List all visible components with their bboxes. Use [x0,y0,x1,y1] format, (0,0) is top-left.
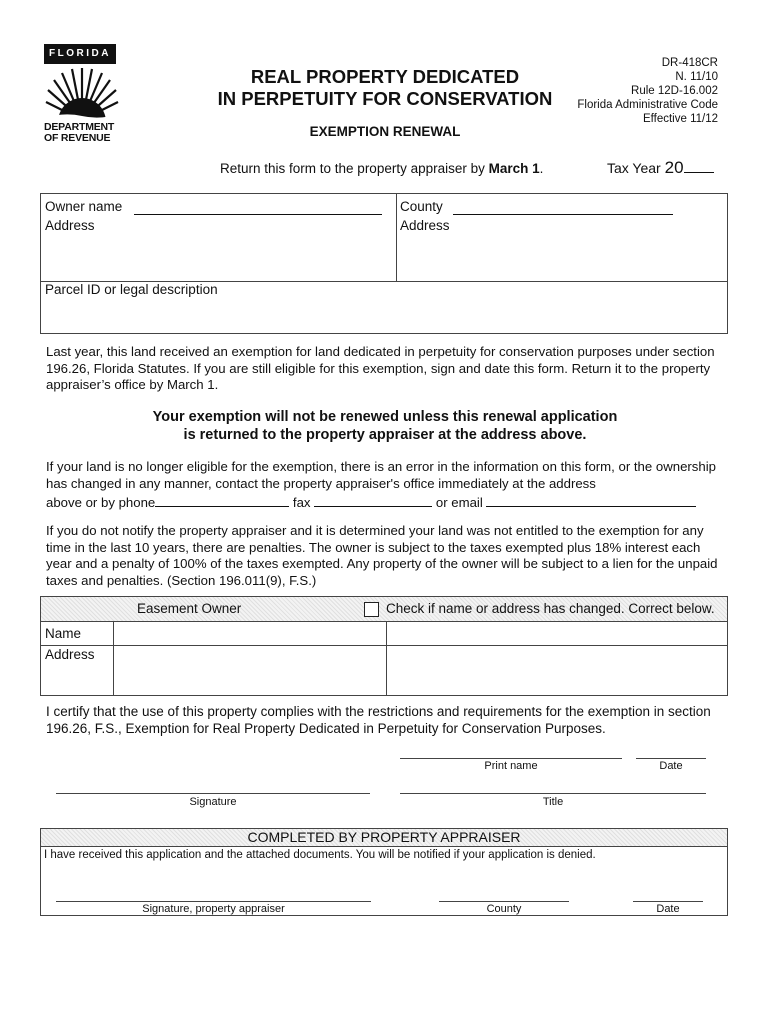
owner-name-label: Owner name [45,199,123,214]
email-field[interactable] [486,492,696,507]
form-effective: Effective 11/12 [642,113,718,125]
corrected-address-field[interactable] [387,646,726,694]
form-title-line1: REAL PROPERTY DEDICATED [250,66,520,87]
fax-field[interactable] [314,492,432,507]
appraiser-county-label: County [486,903,522,915]
print-name-label: Print name [484,760,538,772]
form-rule: Rule 12D-16.002 [631,85,718,97]
easement-address-field[interactable] [114,646,385,694]
appraiser-text: I have received this application and the attached documents. You will be notified if your application is denied. [44,849,596,861]
appraiser-signature-field[interactable] [56,901,371,902]
tax-year-prefix: 20 [664,158,684,177]
parcel-label: Parcel ID or legal description [45,282,218,297]
tax-year [607,158,714,178]
return-period: . [539,161,544,176]
appraiser-county-field[interactable] [439,901,569,902]
signature-field[interactable] [56,793,370,794]
logo-dept-text [44,122,114,144]
appraiser-date-label: Date [656,903,680,915]
logo-dept-line1: DEPARTMENT [44,121,115,133]
corrected-name-field[interactable] [387,622,726,644]
form-title-line2: IN PERPETUITY FOR CONSERVATION [217,88,553,109]
florida-revenue-logo [44,44,120,144]
owner-section [40,193,728,334]
warning-line2: is returned to the property appraiser at the address above. [183,427,587,443]
title-field[interactable] [400,793,706,794]
form-subtitle: EXEMPTION RENEWAL [309,124,461,139]
owner-date-field[interactable] [636,758,706,759]
title-label: Title [542,796,564,808]
appraiser-signature-label: Signature, property appraiser [142,903,285,915]
contact-paragraph [46,459,726,512]
penalty-paragraph: If you do not notify the property appraiser and it is determined your land was not entitled to the exemption for any time in the last 10 years, there are penalties. The owner is subject to the taxes exempted plus 18% interest each year and a penalty of 100% of the taxes exempted. Any property of the owner will be subject to a lien for the unpaid taxes and penalties. (Section 196.011(9), F.S.) [46,523,718,588]
form-rev: N. 11/10 [675,71,718,83]
county-label: County [400,199,443,214]
easement-section [40,596,728,696]
warning-line1: Your exemption will not be renewed unless this renewal application [152,409,618,425]
certification-text: I certify that the use of this property complies with the restrictions and requirements for the exemption in section 196.26, F.S., Exemption for Real Property Dedicated in Perpetuity for Conservation Purposes. [46,704,711,736]
return-date: March 1 [488,161,540,176]
logo-dept-line2: OF REVENUE [44,132,111,144]
return-instruction [220,161,543,176]
form-admin-code: Florida Administrative Code [577,99,718,111]
owner-date-label: Date [659,760,683,772]
form-meta [577,56,718,126]
tax-year-label: Tax Year [607,160,661,176]
email-label: or email [435,495,483,510]
form-id: DR-418CR [661,57,718,69]
appraiser-section [40,828,728,916]
phone-label: above or by phone [46,495,156,510]
easement-name-label: Name [45,626,82,641]
appraiser-date-field[interactable] [633,901,703,902]
tax-year-field[interactable] [684,158,714,173]
eligibility-paragraph: Last year, this land received an exemption for land dedicated in perpetuity for conservation purposes under section 196.26, Florida Statutes. If you are still eligible for this exemption, sign and date this form. Return it to the property appraiser’s office by March 1. [46,344,715,392]
contact-text: If your land is no longer eligible for the exemption, there is an error in the information on this form, or the ownership has changed in any manner, contact the property appraiser's office immediately at the address [46,459,716,491]
easement-name-field[interactable] [114,622,385,644]
county-address-label: Address [400,218,450,233]
return-text: Return this form to the property appraiser by [220,161,485,176]
owner-address-label: Address [45,218,95,233]
county-field[interactable] [453,214,673,215]
logo-word: FLORIDA [44,44,116,64]
owner-name-field[interactable] [134,214,382,215]
renewal-warning [60,408,710,444]
print-name-field[interactable] [400,758,622,759]
phone-field[interactable] [155,492,289,507]
easement-address-label: Address [45,647,95,662]
appraiser-header: COMPLETED BY PROPERTY APPRAISER [247,829,521,845]
changed-check-label: Check if name or address has changed. Correct below. [386,601,715,616]
fax-label: fax [292,495,311,510]
easement-owner-label: Easement Owner [137,601,242,616]
signature-label: Signature [189,796,237,808]
changed-checkbox[interactable] [364,602,379,617]
sun-rays-icon [44,68,120,122]
